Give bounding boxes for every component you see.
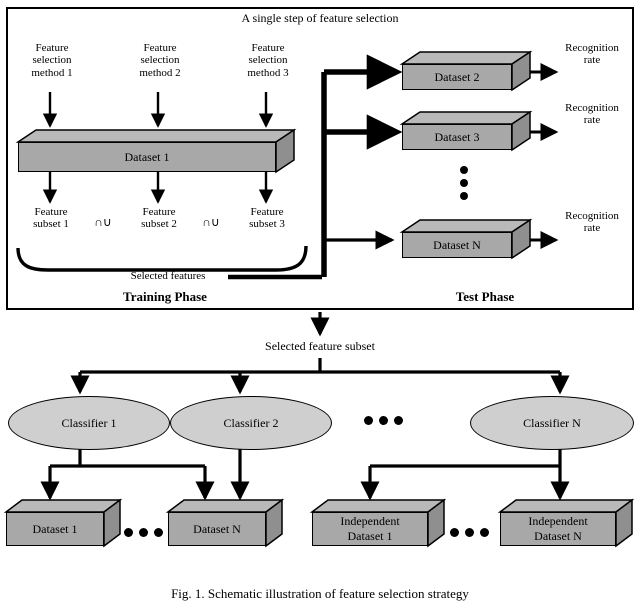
independent-dataset-1-slab <box>312 500 428 546</box>
method-3-line3: method 3 <box>247 66 289 79</box>
independent-dataset-n-label <box>528 514 587 544</box>
independent-dataset-n-slab <box>500 500 616 546</box>
figure-caption: Fig. 1. Schematic illustration of feature selection strategy <box>171 586 469 601</box>
recognition-rate-2-line1: Recognition <box>565 102 619 114</box>
dataset-3-slab <box>402 112 512 150</box>
classifier-n-label: Classifier N <box>523 415 581 430</box>
training-phase-label: Training Phase <box>123 289 207 304</box>
bottom-dataset-n-label: Dataset N <box>193 521 241 536</box>
set-operator-1: ∩∪ <box>94 215 112 229</box>
recognition-rate-1 <box>548 42 636 67</box>
method-1-label <box>10 42 94 79</box>
dataset-2-label: Dataset 2 <box>434 69 480 84</box>
recognition-rate-2 <box>548 102 636 127</box>
dataset-n-slab <box>402 220 512 258</box>
dataset-3-label: Dataset 3 <box>434 129 480 144</box>
method-3-label <box>226 42 310 79</box>
subset-2-line2: subset 2 <box>141 218 177 231</box>
bottom-ellipsis-dots-left <box>124 528 163 537</box>
subset-1-line1: Feature <box>34 206 68 218</box>
recognition-rate-1-line1: Recognition <box>565 42 619 54</box>
independent-dataset-n-line2: Dataset N <box>534 529 582 543</box>
method-2-line2: selection <box>140 54 180 67</box>
bottom-dataset-1-label: Dataset 1 <box>32 521 78 536</box>
dataset-1-label: Dataset 1 <box>124 149 170 164</box>
subset-3-line1: Feature <box>250 206 284 218</box>
subset-2-line1: Feature <box>142 206 176 218</box>
dataset-n-label: Dataset N <box>433 237 481 252</box>
method-1-line3: method 1 <box>31 66 73 79</box>
recognition-rate-3-line1: Recognition <box>565 210 619 222</box>
independent-dataset-1-label <box>340 514 399 544</box>
bottom-ellipsis-dots-right <box>450 528 489 537</box>
method-1-line2: selection <box>32 54 72 67</box>
classifier-1 <box>8 396 170 450</box>
recognition-rate-1-line2: rate <box>583 54 601 67</box>
classifier-ellipsis-dots <box>364 416 403 425</box>
bottom-dataset-n-slab <box>168 500 266 546</box>
selected-feature-subset-label: Selected feature subset <box>265 339 375 353</box>
dataset-2-slab <box>402 52 512 90</box>
bottom-dataset-1-slab <box>6 500 104 546</box>
classifier-n <box>470 396 634 450</box>
method-2-line3: method 2 <box>139 66 181 79</box>
method-2-label <box>118 42 202 79</box>
independent-dataset-1-line1: Independent <box>340 514 400 528</box>
method-3-line1: Feature <box>251 42 285 54</box>
recognition-rate-2-line2: rate <box>583 114 601 127</box>
recognition-rate-3-line2: rate <box>583 222 601 235</box>
set-operator-2: ∩∪ <box>202 215 220 229</box>
vertical-ellipsis-dots <box>460 166 468 200</box>
feature-subset-3-label <box>228 206 306 231</box>
method-3-line2: selection <box>248 54 288 67</box>
method-2-line1: Feature <box>143 42 177 54</box>
independent-dataset-1-line2: Dataset 1 <box>347 529 393 543</box>
subset-3-line2: subset 3 <box>249 218 285 231</box>
dataset-1-slab <box>18 130 276 172</box>
subset-1-line2: subset 1 <box>33 218 69 231</box>
test-phase-label: Test Phase <box>455 289 515 304</box>
classifier-2 <box>170 396 332 450</box>
recognition-rate-3 <box>548 210 636 235</box>
independent-dataset-n-line1: Independent <box>528 514 588 528</box>
feature-subset-1-label <box>12 206 90 231</box>
feature-subset-2-label <box>120 206 198 231</box>
selected-features-label: Selected features <box>130 270 206 282</box>
classifier-2-label: Classifier 2 <box>223 415 279 430</box>
method-1-line1: Feature <box>35 42 69 54</box>
classifier-1-label: Classifier 1 <box>61 415 117 430</box>
top-title: A single step of feature selection <box>241 11 399 25</box>
